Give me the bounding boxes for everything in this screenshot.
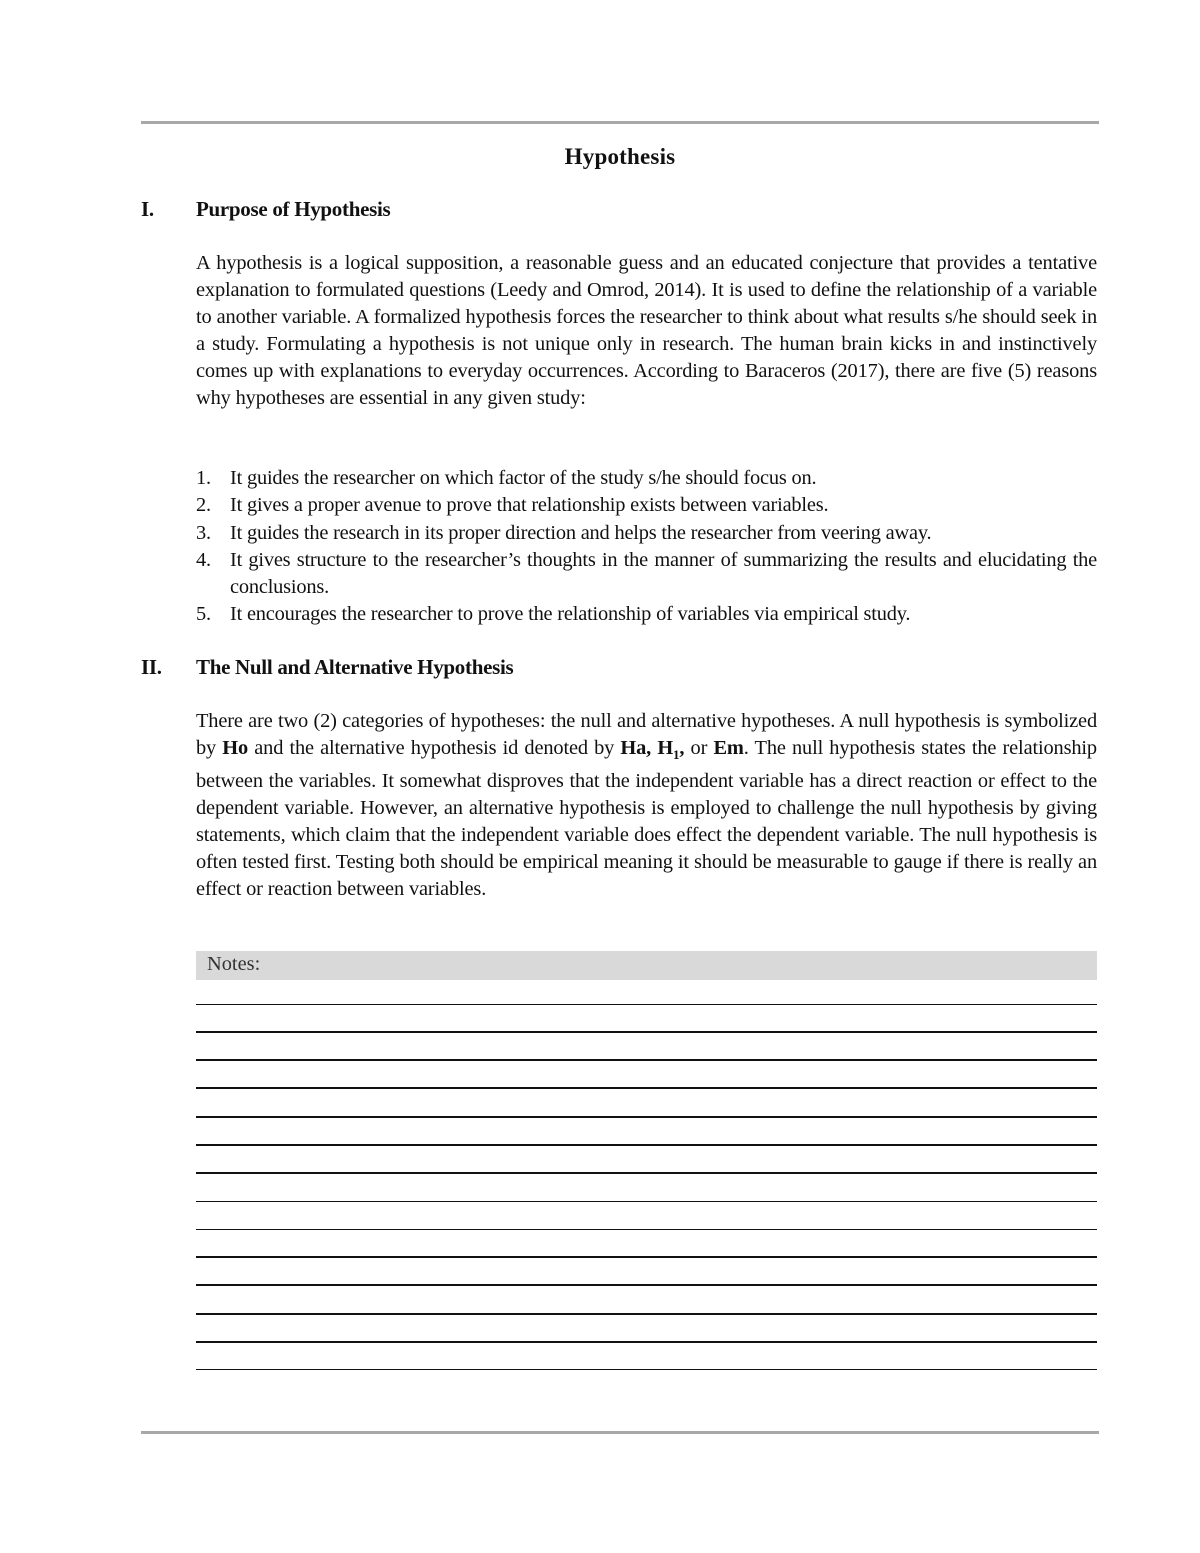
- list-item-number: 4.: [196, 548, 211, 571]
- note-line[interactable]: [196, 1087, 1097, 1089]
- section-title: The Null and Alternative Hypothesis: [196, 655, 514, 679]
- notes-header: [196, 951, 1097, 980]
- paragraph-text: There are two (2) categories of hypotheses: the null and alternative hypotheses. A null hypothesis is symbolized by: [196, 710, 1097, 759]
- em-symbol: Em: [713, 737, 744, 759]
- section-title: Purpose of Hypothesis: [196, 197, 391, 221]
- note-line[interactable]: [196, 1369, 1097, 1370]
- purpose-paragraph: A hypothesis is a logical supposition, a reasonable guess and an educated conjecture that provides a tentative explanation to formulated questions (Leedy and Omrod, 2014). It is used to define the relationship of a variable to another variable. A formalized hypothesis forces the researcher to think about what results s/he should seek in a study. Formulating a hypothesis is not unique only in research. The human brain kicks in and instinctively comes up with explanations to everyday occurrences. According to Baraceros (2017), there are five (5) reasons why hypotheses are essential in any given study:: [196, 252, 1097, 409]
- paragraph-text: or: [684, 737, 714, 759]
- list-item-number: 1.: [196, 467, 211, 489]
- section-number: I.: [141, 197, 154, 221]
- alt-symbol-subscript: 1: [673, 747, 680, 763]
- section-heading-null-alternative: [141, 655, 513, 680]
- paragraph-text: . The null hypothesis states the relationship between the variables. It somewhat disproves that the independent variable has a direct reaction or effect to the dependent variable. However, an alternative hypothesis is employed to challenge the null hypothesis by giving statements, which claim that the independent variable does effect the dependent variable. The null hypothesis is often tested first. Testing both should be empirical meaning it should be measurable to gauge if there is really an effect or reaction between variables.: [196, 737, 1097, 901]
- footer-rule: [141, 1431, 1099, 1434]
- paragraph-text: and the alternative hypothesis id denoted by: [248, 737, 621, 759]
- alt-symbol-text: Ha, H: [620, 737, 674, 759]
- null-alternative-paragraph: [196, 708, 1097, 903]
- note-line[interactable]: [196, 1256, 1097, 1258]
- note-line[interactable]: [196, 1059, 1097, 1061]
- note-line[interactable]: [196, 1116, 1097, 1118]
- note-line[interactable]: [196, 1004, 1097, 1005]
- list-item: [196, 601, 1097, 628]
- note-line[interactable]: [196, 1201, 1097, 1202]
- list-item-number: 5.: [196, 603, 211, 626]
- list-item-text: It gives a proper avenue to prove that relationship exists between variables.: [230, 494, 829, 517]
- list-item: [196, 520, 1097, 547]
- alt-symbol: [620, 737, 685, 763]
- note-line[interactable]: [196, 1229, 1097, 1230]
- note-line[interactable]: [196, 1144, 1097, 1146]
- list-item-text: It guides the research in its proper direction and helps the researcher from veering away.: [230, 521, 932, 544]
- list-item: [196, 547, 1097, 602]
- note-line[interactable]: [196, 1284, 1097, 1286]
- note-line[interactable]: [196, 1031, 1097, 1033]
- note-line[interactable]: [196, 1313, 1097, 1315]
- null-symbol: Ho: [222, 737, 249, 759]
- list-item-number: 2.: [196, 494, 211, 517]
- note-line[interactable]: [196, 1172, 1097, 1174]
- list-item-text: It encourages the researcher to prove the relationship of variables via empirical study.: [230, 603, 911, 626]
- section-heading-purpose: [141, 197, 390, 222]
- header-rule: [141, 121, 1099, 124]
- document-title: Hypothesis: [564, 144, 676, 169]
- list-item-number: 3.: [196, 521, 211, 544]
- alt-symbol-comma: ,: [679, 737, 685, 759]
- reasons-list: [196, 465, 1097, 629]
- list-item: [196, 465, 1097, 492]
- list-item-text: It gives structure to the researcher’s thoughts in the manner of summarizing the results and elucidating the conclusions.: [230, 548, 1097, 599]
- notes-label: Notes:: [207, 953, 261, 975]
- list-item: [196, 492, 1097, 519]
- list-item-text: It guides the researcher on which factor of the study s/he should focus on.: [230, 467, 817, 489]
- note-line[interactable]: [196, 1341, 1097, 1343]
- section-number: II.: [141, 655, 162, 679]
